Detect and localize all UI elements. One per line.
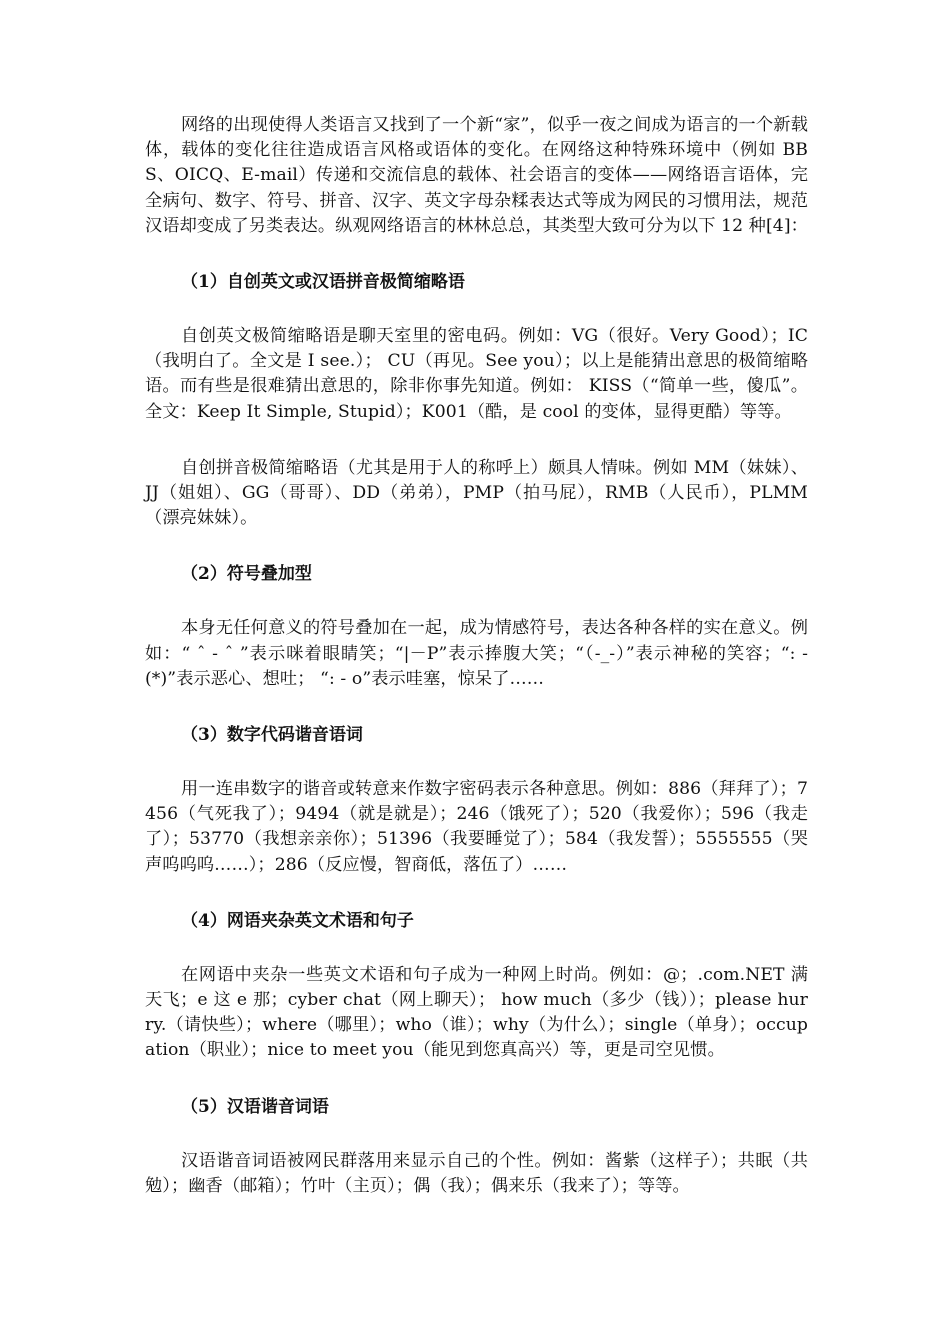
section-heading-4: （4）网语夹杂英文术语和句子 (181, 910, 414, 931)
intro-paragraph: 网络的出现使得人类语言又找到了一个新“家”，似乎一夜之间成为语言的一个新载体，载体的变化往往造成语言风格或语体的变化。在网络这种特殊环境中（例如 BBS、OICQ、E-mail）传递和交流信息的载体、社会语言的变体——网络语言语体，完全病句、数字、符号、拼音、汉字、英文字母杂糅表达式等成为网民的习惯用法，规范汉语却变成了另类表达。纵观网络语言的林林总总，其类型大致可分为以下 12 种[4]： (145, 115, 808, 236)
section-1-paragraph-2: 自创拼音极简缩略语（尤其是用于人的称呼上）颇具人情味。例如 MM（妹妹）、JJ（姐姐）、GG（哥哥）、DD（弟弟），PMP（拍马屁），RMB（人民币），PLMM（漂亮妹妹）。 (145, 457, 808, 529)
section-2-paragraph-1: 本身无任何意义的符号叠加在一起，成为情感符号，表达各种各样的实在意义。例如：“ ˆ - ˆ ”表示咪着眼睛笑；“|－P”表示捧腹大笑；“（-_-）”表示神秘的笑容；“: -(*)”表示恶心、想吐； “: - o”表示哇塞，惊呆了…… (145, 618, 808, 689)
section-heading-1: （1）自创英文或汉语拼音极简缩略语 (181, 272, 465, 293)
section-1-paragraph-1: 自创英文极简缩略语是聊天室里的密电码。例如：VG（很好。Very Good）；IC（我明白了。全文是 I see.）； CU（再见。See you）；以上是能猜出意思的极简缩略语。而有些是很难猜出意思的，除非你事先知道。例如： KISS（“简单一些，傻瓜”。全文：Keep It Simple, Stupid）；K001（酷，是 cool 的变体，显得更酷）等等。 (145, 326, 808, 422)
section-heading-5: （5）汉语谐音词语 (181, 1096, 329, 1117)
section-heading-3: （3）数字代码谐音语词 (181, 725, 363, 746)
section-4-paragraph-1: 在网语中夹杂一些英文术语和句子成为一种网上时尚。例如：@；.com.NET 满天飞；e 这 e 那；cyber chat（网上聊天）； how much（多少（钱））；please hurry.（请快些）；where（哪里）；who（谁）；why（为什么）；single（单身）；occupation（职业）；nice to meet you（能见到您真高兴）等，更是司空见惯。 (145, 964, 808, 1061)
section-5-paragraph-1: 汉语谐音词语被网民群落用来显示自己的个性。例如：酱紫（这样子）；共眠（共勉）；幽香（邮箱）；竹叶（主页）；偶（我）；偶来乐（我来了）；等等。 (145, 1150, 808, 1196)
section-heading-2: （2）符号叠加型 (181, 564, 312, 585)
document-body (145, 113, 808, 1199)
section-3-paragraph-1: 用一连串数字的谐音或转意来作数字密码表示各种意思。例如：886（拜拜了）；7456（气死我了）；9494（就是就是）；246（饿死了）；520（我爱你）；596（我走了）；53770（我想亲亲你）；51396（我要睡觉了）；584（我发誓）；5555555（哭声呜呜呜……）；286（反应慢，智商低，落伍了）…… (145, 779, 808, 875)
